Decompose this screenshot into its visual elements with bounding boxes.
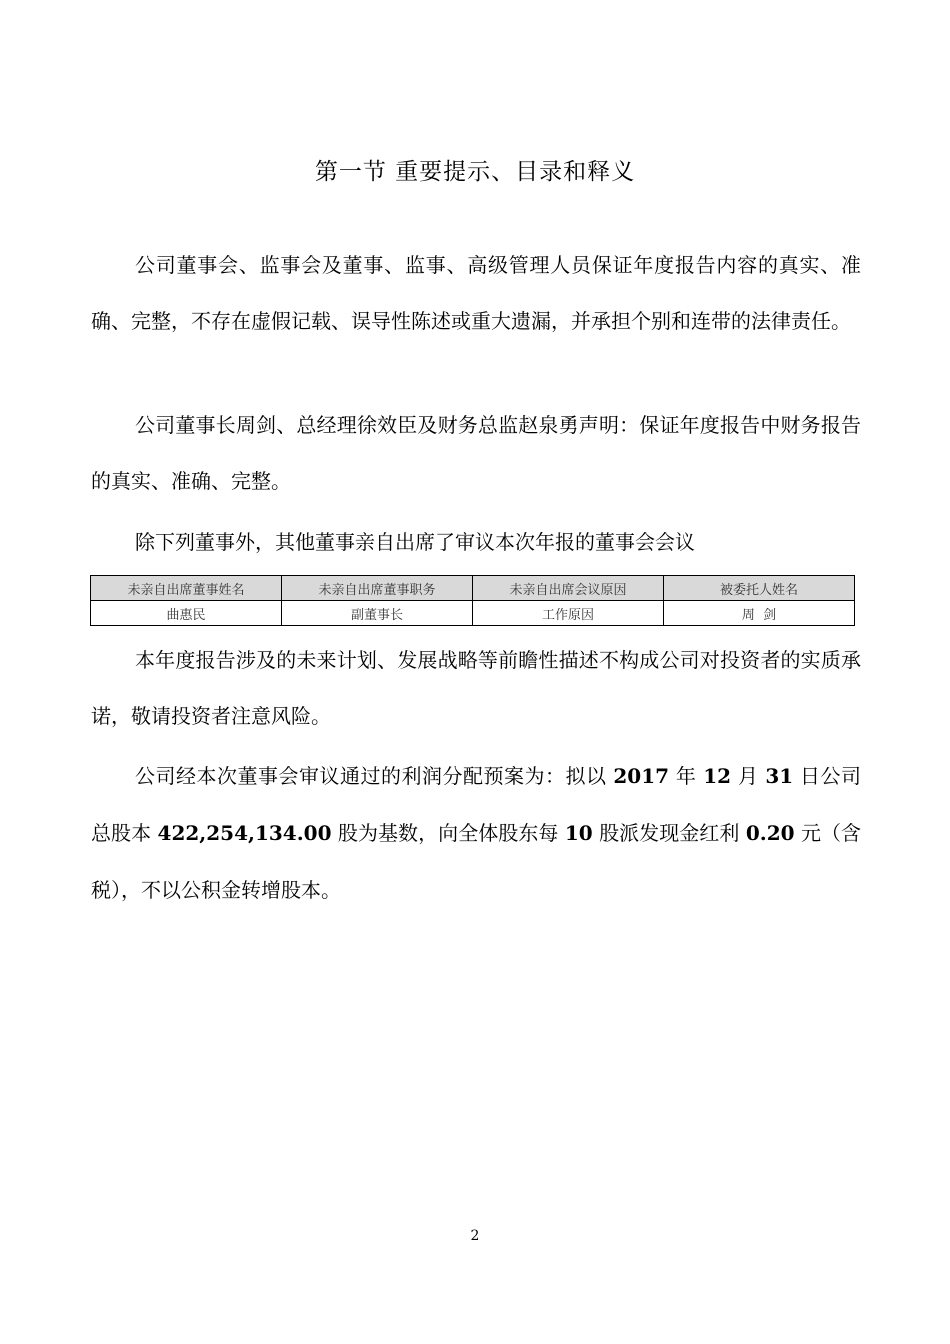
column-header: 未亲自出席会议原因 [473,576,664,601]
column-header: 被委托人姓名 [664,576,855,601]
month-value: 12 [703,764,732,788]
text-segment: 股为基数，向全体股东每 [337,821,559,845]
table-cell: 副董事长 [282,601,473,626]
text-segment: 公司经本次董事会审议通过的利润分配预案为：拟以 [135,764,607,788]
table-cell: 工作原因 [473,601,664,626]
column-header: 未亲自出席董事职务 [282,576,473,601]
profit-distribution-paragraph [91,748,861,919]
absent-directors-table [90,575,855,626]
executive-declaration-paragraph: 公司董事长周剑、总经理徐效臣及财务总监赵泉勇声明：保证年度报告中财务报告的真实、准确、完整。 [91,413,861,493]
table-row [91,601,855,626]
day-value: 31 [765,764,794,788]
text-segment: 日公司总股本 [91,764,862,845]
table-cell: 曲惠民 [91,601,282,626]
text-segment: 元（含税），不以公积金转增股本。 [91,821,862,902]
text-segment: 股派发现金红利 [599,821,740,845]
column-header: 未亲自出席董事姓名 [91,576,282,601]
section-title: 第一节 重要提示、目录和释义 [314,159,636,185]
dividend-amount-value: 0.20 [745,821,795,845]
year-value: 2017 [613,764,670,788]
page-number: 2 [470,1228,480,1244]
table-cell: 周 剑 [664,601,855,626]
text-segment: 年 [675,764,697,788]
per-shares-value: 10 [564,821,593,845]
text-segment: 月 [737,764,759,788]
attendance-paragraph: 除下列董事外，其他董事亲自出席了审议本次年报的董事会会议 [135,530,695,554]
table-header-row [91,576,855,601]
board-guarantee-paragraph: 公司董事会、监事会及董事、监事、高级管理人员保证年度报告内容的真实、准确、完整，不存在虚假记载、误导性陈述或重大遗漏，并承担个别和连带的法律责任。 [91,253,861,333]
total-shares-value: 422,254,134.00 [157,821,332,845]
forward-looking-paragraph: 本年度报告涉及的未来计划、发展战略等前瞻性描述不构成公司对投资者的实质承诺，敬请投资者注意风险。 [91,648,861,728]
